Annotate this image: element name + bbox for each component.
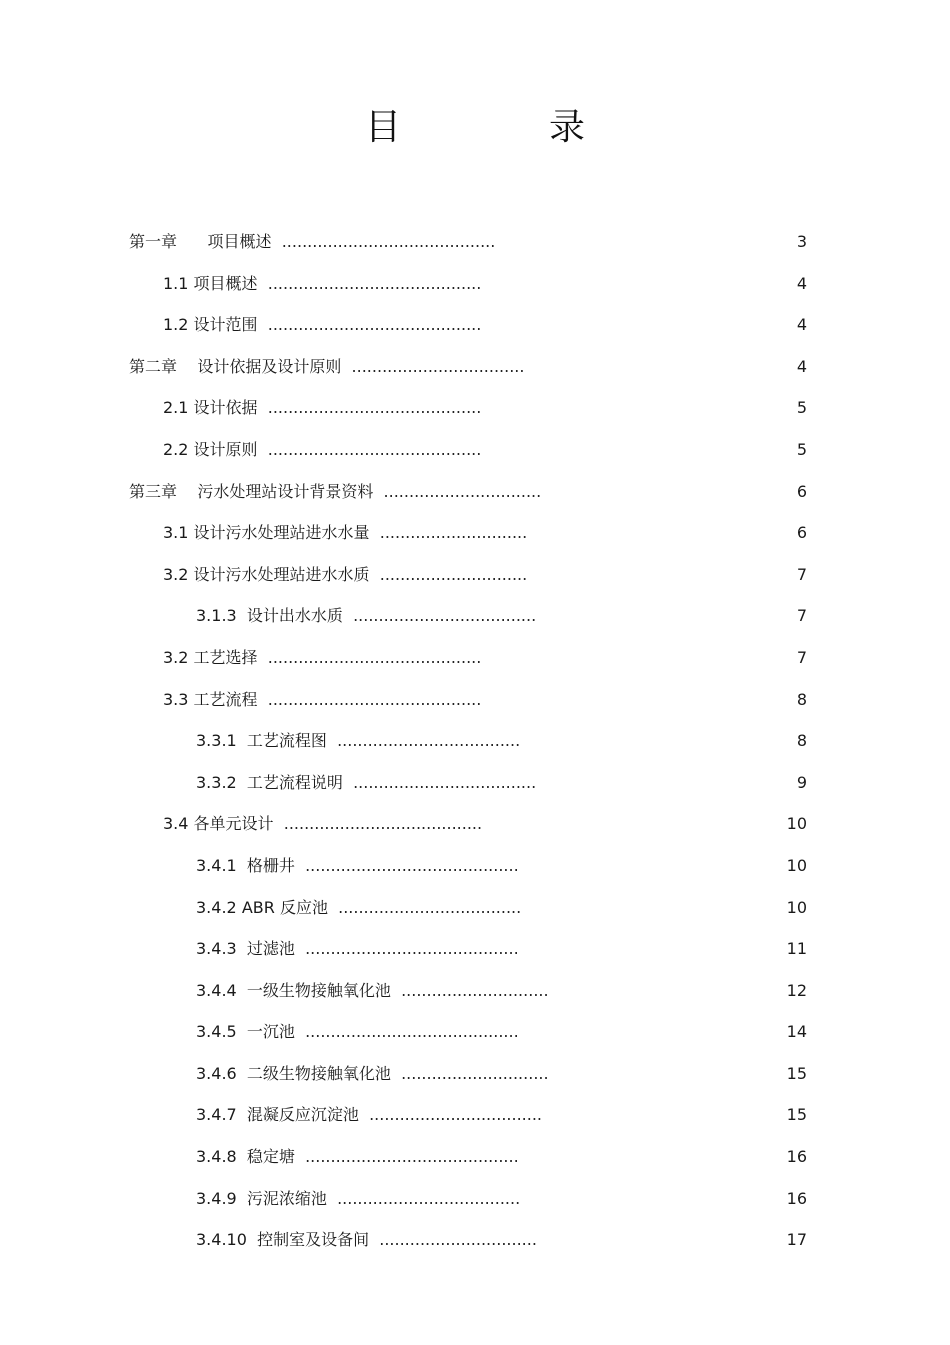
toc-entry-number: 3.3.1 — [196, 731, 237, 751]
toc-entry-number: 3.4.9 — [196, 1188, 237, 1208]
toc-page-number: 9 — [796, 772, 807, 792]
toc-page-number: 10 — [786, 814, 807, 834]
toc-entry-number: 3.4.7 — [196, 1105, 237, 1125]
toc-entry-number: 3.4.4 — [196, 980, 237, 1000]
toc-page-number: 6 — [796, 481, 807, 501]
toc-entry-text — [163, 512, 527, 554]
toc-entry-number: 3.1.3 — [196, 606, 237, 626]
toc-entry-gap — [177, 482, 197, 501]
toc-entry-text — [163, 679, 481, 721]
toc-leader-dots: .................................. — [351, 356, 525, 376]
toc-entry-label: 项目概述 — [207, 232, 272, 251]
toc-list — [0, 221, 950, 1261]
toc-entry-text — [196, 1011, 519, 1053]
toc-entry-label: 设计出水水质 — [246, 606, 343, 626]
toc-entry-label: 工艺流程说明 — [246, 772, 343, 792]
toc-leader-dots: ............................. — [379, 564, 528, 584]
toc-entry[interactable] — [0, 387, 950, 429]
toc-leader-dots: .......................................... — [267, 689, 482, 709]
toc-entry[interactable] — [0, 679, 950, 721]
toc-entry-label: 一沉池 — [246, 1022, 295, 1042]
toc-entry-text — [196, 928, 519, 970]
toc-page-number: 14 — [786, 1022, 807, 1042]
toc-entry-text — [196, 845, 519, 887]
toc-entry-number: 3.3.2 — [196, 772, 237, 792]
toc-entry-text — [129, 221, 495, 263]
toc-entry-text — [163, 803, 482, 845]
toc-entry-gap — [177, 232, 208, 251]
toc-entry-label: 设计污水处理站进水水量 — [193, 523, 370, 543]
toc-leader-dots: .................................... — [353, 772, 537, 792]
toc-entry[interactable] — [0, 970, 950, 1012]
toc-entry-gap — [237, 1147, 247, 1166]
toc-entry[interactable] — [0, 221, 950, 263]
toc-entry-number: 3.4.10 — [196, 1230, 247, 1250]
toc-entry-number: 3.4.5 — [196, 1022, 237, 1042]
toc-entry[interactable] — [0, 803, 950, 845]
toc-page-number: 7 — [796, 606, 807, 626]
toc-page-number: 7 — [796, 564, 807, 584]
toc-entry-number: 3.4.8 — [196, 1147, 237, 1167]
toc-entry[interactable] — [0, 845, 950, 887]
toc-title: 目 录 — [364, 107, 641, 148]
toc-entry-number: 3.4.2 — [196, 897, 237, 917]
toc-entry-text — [196, 595, 536, 637]
toc-page-number: 15 — [786, 1063, 807, 1083]
toc-entry-number: 3.4.6 — [196, 1063, 237, 1083]
toc-entry-gap — [237, 1105, 247, 1124]
toc-entry-number: 3.4.3 — [196, 939, 237, 959]
toc-leader-dots: .......................................... — [305, 1022, 519, 1042]
toc-entry[interactable] — [0, 762, 950, 804]
toc-entry-number: 第三章 — [129, 481, 178, 501]
toc-entry-label: 污水处理站设计背景资料 — [197, 481, 374, 501]
toc-page-number: 8 — [796, 731, 807, 751]
toc-entry[interactable] — [0, 1178, 950, 1220]
toc-entry-gap — [237, 606, 247, 625]
toc-entry-text — [196, 1136, 519, 1178]
toc-entry-gap — [237, 731, 247, 750]
toc-entry[interactable] — [0, 304, 950, 346]
toc-entry-number: 3.4 — [163, 814, 189, 834]
toc-page-number: 12 — [786, 980, 807, 1000]
toc-entry[interactable] — [0, 595, 950, 637]
toc-entry-gap — [237, 939, 247, 958]
toc-entry-number: 第一章 — [129, 232, 178, 251]
toc-leader-dots: .................................... — [338, 897, 522, 917]
toc-entry-label: 工艺选择 — [193, 647, 258, 667]
toc-page-number: 10 — [786, 897, 807, 917]
toc-entry[interactable] — [0, 512, 950, 554]
toc-entry-number: 3.1 — [163, 523, 189, 543]
toc-entry-label: 设计依据及设计原则 — [197, 356, 342, 376]
toc-entry-number: 3.4.1 — [196, 855, 237, 875]
toc-leader-dots: ....................................... — [283, 814, 483, 834]
toc-entry-number: 3.2 — [163, 564, 189, 584]
toc-entry-text — [196, 970, 549, 1012]
toc-entry-gap — [177, 357, 197, 376]
toc-leader-dots: ............................... — [379, 1230, 537, 1250]
toc-leader-dots: .................................... — [353, 606, 537, 626]
toc-entry-gap — [237, 1189, 247, 1208]
toc-entry-text — [163, 263, 481, 305]
toc-page-number: 5 — [796, 439, 807, 459]
toc-entry-label: 控制室及设备间 — [257, 1230, 370, 1250]
toc-leader-dots: .......................................... — [267, 439, 482, 459]
toc-entry-text — [163, 429, 481, 471]
toc-page-number: 6 — [796, 523, 807, 543]
toc-page-number: 11 — [786, 939, 807, 959]
toc-entry[interactable] — [0, 720, 950, 762]
toc-leader-dots: .......................................... — [267, 315, 482, 335]
toc-entry-number: 1.2 — [163, 315, 189, 335]
toc-entry[interactable] — [0, 429, 950, 471]
toc-entry-text — [196, 1094, 542, 1136]
toc-entry-label: 设计依据 — [193, 398, 258, 418]
toc-entry-label: 稳定塘 — [246, 1147, 295, 1167]
toc-entry[interactable] — [0, 887, 950, 929]
toc-entry-text — [196, 1178, 520, 1220]
toc-leader-dots: ............................... — [383, 481, 542, 501]
toc-entry[interactable] — [0, 1053, 950, 1095]
toc-page-number: 15 — [786, 1105, 807, 1125]
toc-page-number: 10 — [786, 855, 807, 875]
toc-entry[interactable] — [0, 554, 950, 596]
toc-entry-gap — [247, 1230, 257, 1249]
toc-entry-label: 项目概述 — [193, 273, 258, 293]
toc-page-number: 4 — [796, 356, 807, 376]
toc-entry-text — [163, 637, 481, 679]
toc-entry[interactable] — [0, 263, 950, 305]
toc-entry-gap — [237, 1064, 247, 1083]
toc-leader-dots: .......................................... — [305, 1147, 519, 1167]
toc-page-number: 17 — [786, 1230, 807, 1250]
toc-leader-dots: ............................. — [379, 523, 528, 543]
toc-page-number: 16 — [786, 1147, 807, 1167]
toc-entry-gap — [237, 856, 247, 875]
toc-entry-text — [163, 304, 481, 346]
toc-leader-dots: .......................................... — [281, 232, 496, 251]
toc-entry-text — [163, 554, 527, 596]
toc-entry-label: ABR 反应池 — [241, 897, 328, 917]
toc-leader-dots: .......................................... — [305, 855, 519, 875]
toc-entry-label: 二级生物接触氧化池 — [246, 1063, 391, 1083]
toc-page-number: 8 — [796, 689, 807, 709]
toc-entry-number: 2.1 — [163, 398, 189, 418]
toc-entry-number: 2.2 — [163, 439, 189, 459]
toc-entry-label: 格栅井 — [246, 855, 295, 875]
toc-entry-label: 污泥浓缩池 — [246, 1188, 327, 1208]
toc-page-number: 4 — [796, 273, 807, 293]
toc-leader-dots: ............................. — [401, 980, 549, 1000]
toc-entry[interactable] — [0, 346, 950, 388]
toc-leader-dots: .......................................... — [305, 939, 519, 959]
toc-page-number: 5 — [796, 398, 807, 418]
toc-entry-text — [196, 762, 536, 804]
toc-entry[interactable] — [0, 1136, 950, 1178]
toc-entry[interactable] — [0, 928, 950, 970]
toc-entry-number: 第二章 — [129, 356, 178, 376]
toc-leader-dots: .................................... — [337, 731, 521, 751]
toc-entry-label: 工艺流程图 — [246, 731, 327, 751]
toc-entry-gap — [237, 981, 247, 1000]
toc-entry-label: 混凝反应沉淀池 — [246, 1105, 359, 1125]
toc-page-number: 4 — [796, 315, 807, 335]
toc-leader-dots: .................................... — [337, 1188, 521, 1208]
toc-page-number: 7 — [796, 647, 807, 667]
toc-entry[interactable] — [0, 1094, 950, 1136]
toc-leader-dots: ............................. — [401, 1063, 549, 1083]
toc-entry-text — [129, 346, 524, 388]
toc-entry-label: 设计范围 — [193, 315, 258, 335]
toc-entry-label: 各单元设计 — [193, 814, 274, 834]
toc-entry-text — [163, 387, 481, 429]
toc-entry-gap — [237, 773, 247, 792]
toc-page-number: 3 — [796, 232, 807, 251]
toc-entry-label: 设计污水处理站进水水质 — [193, 564, 370, 584]
toc-entry-text — [196, 720, 520, 762]
toc-leader-dots: .......................................... — [267, 647, 482, 667]
toc-entry[interactable] — [0, 1011, 950, 1053]
toc-entry[interactable] — [0, 1219, 950, 1261]
toc-leader-dots: .......................................... — [267, 273, 482, 293]
toc-entry-text — [196, 1219, 537, 1261]
toc-entry[interactable] — [0, 637, 950, 679]
toc-entry-number: 3.2 — [163, 647, 189, 667]
toc-entry-text — [196, 1053, 549, 1095]
toc-page-number: 16 — [786, 1188, 807, 1208]
toc-entry-gap — [237, 1022, 247, 1041]
toc-entry-text — [196, 887, 521, 929]
toc-entry-number: 3.3 — [163, 689, 189, 709]
toc-entry[interactable] — [0, 471, 950, 513]
toc-leader-dots: .................................. — [369, 1105, 542, 1125]
toc-entry-number: 1.1 — [163, 273, 189, 293]
toc-leader-dots: .......................................... — [267, 398, 482, 418]
toc-entry-text — [129, 471, 541, 513]
toc-entry-label: 过滤池 — [246, 939, 295, 959]
toc-entry-label: 一级生物接触氧化池 — [246, 980, 391, 1000]
toc-entry-label: 设计原则 — [193, 439, 258, 459]
toc-entry-label: 工艺流程 — [193, 689, 258, 709]
